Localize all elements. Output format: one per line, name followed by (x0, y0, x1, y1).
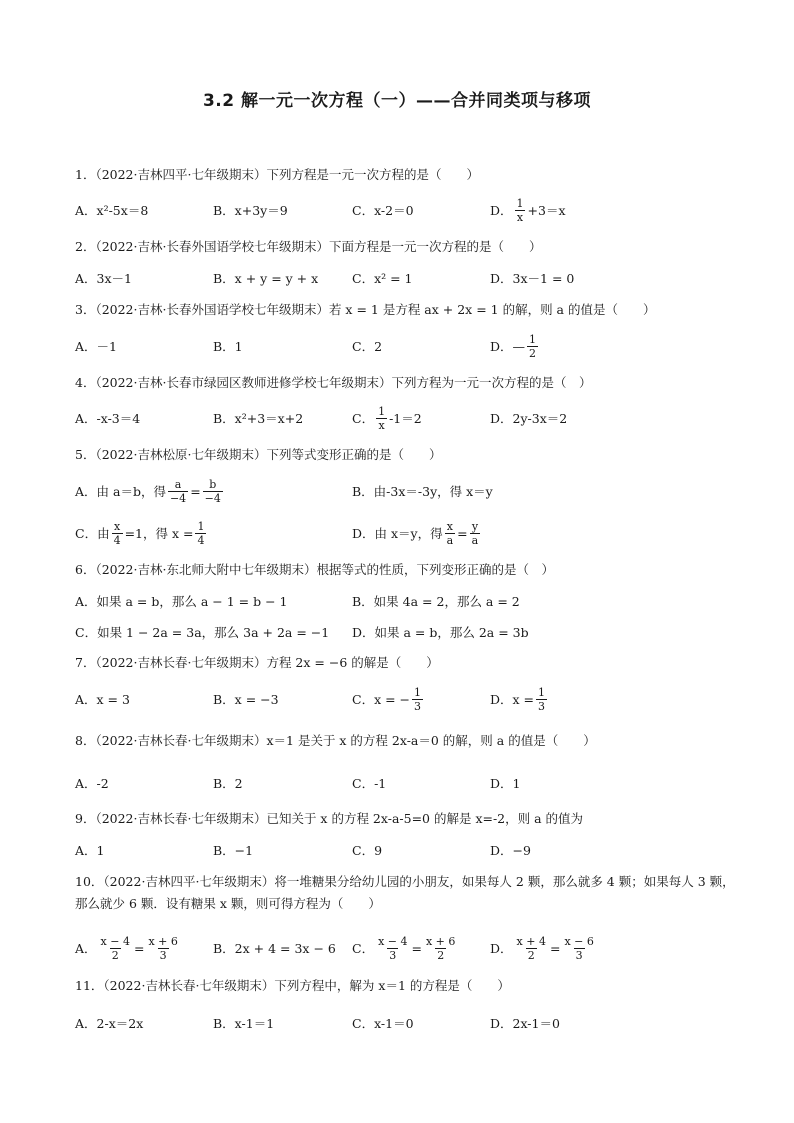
fraction-denominator: 3 (414, 699, 422, 713)
q9-option-c: C．9 (352, 843, 383, 858)
q3-option-b: B．1 (213, 339, 243, 354)
fraction-denominator: a (471, 533, 479, 547)
q4-option-c-rest: -1＝2 (389, 411, 422, 426)
q6-option-b: B．如果 4a = 2，那么 a = 2 (352, 594, 520, 609)
q10-option-b: B．2x + 4 = 3x − 6 (213, 941, 336, 956)
q1-option-c: C．x-2＝0 (352, 203, 414, 218)
fraction-denominator: 2 (527, 948, 535, 962)
q3-option-d-label: D．— (490, 339, 526, 354)
q5-option-c-label: C．由 (75, 526, 110, 541)
q1-option-a: A．x²-5x＝8 (75, 203, 149, 218)
question-5-options-row-1 (75, 474, 735, 508)
q10-option-c-label: C． (352, 941, 375, 956)
q9-option-b: B．−1 (213, 843, 254, 858)
q11-option-a: A．2-x＝2x (75, 1016, 144, 1031)
question-5-stem: 5．（2022·吉林松原·七年级期末）下列等式变形正确的是（ ） (75, 447, 442, 462)
q5-option-a-fraction-right (203, 478, 223, 505)
equals-sign: = (549, 940, 561, 956)
q5-option-d-fraction-right (470, 520, 481, 547)
q7-option-b: B．x = −3 (213, 692, 279, 707)
q3-option-a: A．－1 (75, 339, 117, 354)
fraction-numerator: 1 (197, 519, 205, 533)
fraction-numerator: a (174, 477, 182, 491)
q1-option-d-rest: +3＝x (527, 203, 566, 218)
q10-option-c-fraction-right (424, 935, 457, 962)
fraction-denominator: 4 (197, 533, 205, 547)
q1-option-d (490, 193, 566, 227)
fraction-numerator: 1 (516, 196, 524, 210)
q4-option-d: D．2y-3x＝2 (490, 411, 568, 426)
q8-option-d: D．1 (490, 776, 521, 791)
q5-option-c (75, 516, 208, 550)
question-2-stem: 2．（2022·吉林·长春外国语学校七年级期末）下面方程是一元一次方程的是（ ） (75, 239, 542, 254)
q2-option-d: D．3x－1 = 0 (490, 271, 575, 286)
equals-sign: = (411, 940, 422, 956)
question-8-stem: 8．（2022·吉林长春·七年级期末）x＝1 是关于 x 的方程 2x-a＝0 的解，则 a 的值是（ ） (75, 733, 596, 748)
q10-option-a-label: A． (75, 941, 97, 956)
q2-option-c: C．x² = 1 (352, 271, 413, 286)
q7-option-d-fraction (536, 686, 547, 713)
q10-option-c-fraction-left (376, 935, 409, 962)
q1-option-d-label: D． (490, 203, 513, 218)
q9-option-a: A．1 (75, 843, 105, 858)
q7-option-d-label: D．x = (490, 692, 535, 707)
fraction-numerator: x + 6 (425, 934, 456, 948)
fraction-denominator: 3 (538, 699, 546, 713)
equals-sign: = (457, 525, 468, 541)
q5-option-c-mid: =1，得 x = (124, 526, 194, 541)
question-11-stem: 11．（2022·吉林长春·七年级期末）下列方程中，解为 x＝1 的方程是（ ） (75, 978, 510, 993)
q5-option-c-fraction-right (195, 520, 206, 547)
q10-option-d (490, 931, 598, 965)
q5-option-b: B．由-3x＝-3y，得 x＝y (352, 484, 493, 499)
q1-option-b: B．x+3y＝9 (213, 203, 288, 218)
question-7-stem: 7．（2022·吉林长春·七年级期末）方程 2x = −6 的解是（ ） (75, 655, 439, 670)
q5-option-d-fraction-left (445, 520, 456, 547)
question-3-options (75, 329, 735, 363)
question-10-options (75, 931, 735, 965)
question-1-stem: 1．（2022·吉林四平·七年级期末）下列方程是一元一次方程的是（ ） (75, 167, 479, 182)
q10-option-d-fraction-right (562, 935, 595, 962)
q6-option-d: D．如果 a = b，那么 2a = 3b (352, 625, 529, 640)
q8-option-c: C．-1 (352, 776, 387, 791)
fraction-denominator: 3 (389, 948, 397, 962)
fraction-denominator: x (378, 418, 385, 432)
q11-option-b: B．x-1＝1 (213, 1016, 275, 1031)
q5-option-c-fraction-left (112, 520, 123, 547)
q4-option-b: B．x²+3＝x+2 (213, 411, 304, 426)
q5-option-a (75, 474, 225, 508)
fraction-numerator: x − 4 (100, 934, 130, 948)
q11-option-d: D．2x-1＝0 (490, 1016, 560, 1031)
fraction-numerator: y (471, 519, 479, 533)
question-3-stem: 3．（2022·吉林·长春外国语学校七年级期末）若 x = 1 是方程 ax + 2x = 1 的解，则 a 的值是（ ） (75, 302, 656, 317)
q7-option-c-label: C．x = − (352, 692, 411, 707)
fraction-numerator: 1 (378, 404, 386, 418)
equals-sign: = (133, 940, 145, 956)
fraction-numerator: x − 6 (564, 934, 594, 948)
question-5-options-row-2 (75, 516, 735, 550)
q9-option-d: D．−9 (490, 843, 531, 858)
fraction-numerator: x (113, 519, 121, 533)
fraction-denominator: 3 (159, 948, 167, 962)
q8-option-b: B．2 (213, 776, 243, 791)
question-9-stem: 9．（2022·吉林长春·七年级期末）已知关于 x 的方程 2x-a-5=0 的解是 x=-2，则 a 的值为 (75, 811, 584, 826)
q5-option-a-fraction-left (168, 478, 188, 505)
question-1-options (75, 193, 735, 227)
fraction-denominator: 2 (111, 948, 119, 962)
q10-option-a (75, 931, 182, 965)
q10-option-d-label: D． (490, 941, 513, 956)
question-11-options (75, 1006, 735, 1040)
question-7-options (75, 682, 735, 716)
fraction-numerator: 1 (529, 332, 537, 346)
q4-option-c-fraction (376, 405, 387, 432)
fraction-denominator: 2 (437, 948, 445, 962)
q1-option-d-fraction (515, 197, 526, 224)
q11-option-c: C．x-1＝0 (352, 1016, 414, 1031)
q5-option-a-label: A．由 a＝b，得 (75, 484, 166, 499)
q10-option-a-fraction-right (146, 935, 179, 962)
q3-option-d-fraction (527, 333, 538, 360)
question-4-options (75, 401, 735, 435)
q4-option-c (352, 401, 422, 435)
fraction-denominator: −4 (204, 491, 221, 505)
q2-option-a: A．3x－1 (75, 271, 132, 286)
q4-option-a: A．-x-3＝4 (75, 411, 141, 426)
q3-option-c: C．2 (352, 339, 383, 354)
q8-option-a: A．-2 (75, 776, 109, 791)
fraction-numerator: b (209, 477, 217, 491)
q5-option-d (352, 516, 482, 550)
page-title: 3.2 解一元一次方程（一）——合并同类项与移项 (202, 91, 592, 111)
question-4-stem: 4．（2022·吉林·长春市绿园区教师进修学校七年级期末）下列方程为一元一次方程的是（ ） (75, 375, 592, 390)
fraction-denominator: 3 (575, 948, 583, 962)
q10-option-d-fraction-left (515, 935, 548, 962)
fraction-numerator: x + 4 (516, 934, 546, 948)
question-6-options-row-2 (75, 615, 735, 649)
q7-option-a: A．x = 3 (75, 692, 130, 707)
question-6-options-row-1 (75, 584, 735, 618)
q10-option-c (352, 931, 459, 965)
question-8-options (75, 766, 735, 800)
q6-option-c: C．如果 1 − 2a = 3a，那么 3a + 2a = −1 (75, 625, 330, 640)
fraction-denominator: x (516, 210, 524, 224)
fraction-numerator: x + 6 (148, 934, 178, 948)
q7-option-c-fraction (412, 686, 423, 713)
fraction-denominator: a (446, 533, 454, 547)
fraction-numerator: 1 (414, 685, 422, 699)
question-10-stem: 10．（2022·吉林四平·七年级期末）将一堆糖果分给幼儿园的小朋友，如果每人 2 颗，那么就多 4 颗；如果每人 3 颗，那么就少 6 颗．设有糖果 x 颗，则可得方程为（ ） (75, 874, 735, 911)
fraction-denominator: −4 (169, 491, 187, 505)
q3-option-d (490, 329, 540, 363)
q10-option-a-fraction-left (99, 935, 132, 962)
q2-option-b: B．x + y = y + x (213, 271, 319, 286)
fraction-numerator: 1 (538, 685, 546, 699)
q5-option-d-label: D．由 x＝y，得 (352, 526, 443, 541)
question-9-options (75, 833, 735, 867)
question-2-options (75, 261, 735, 295)
fraction-denominator: 4 (113, 533, 121, 547)
fraction-numerator: x (446, 519, 453, 533)
equals-sign: = (190, 483, 201, 499)
q7-option-d (490, 682, 549, 716)
q4-option-c-label: C． (352, 411, 375, 426)
question-6-stem: 6．（2022·吉林·东北师大附中七年级期末）根据等式的性质，下列变形正确的是（ ） (75, 562, 554, 577)
fraction-denominator: 2 (529, 346, 537, 360)
q6-option-a: A．如果 a = b，那么 a − 1 = b − 1 (75, 594, 288, 609)
q7-option-c (352, 682, 425, 716)
fraction-numerator: x − 4 (378, 934, 408, 948)
